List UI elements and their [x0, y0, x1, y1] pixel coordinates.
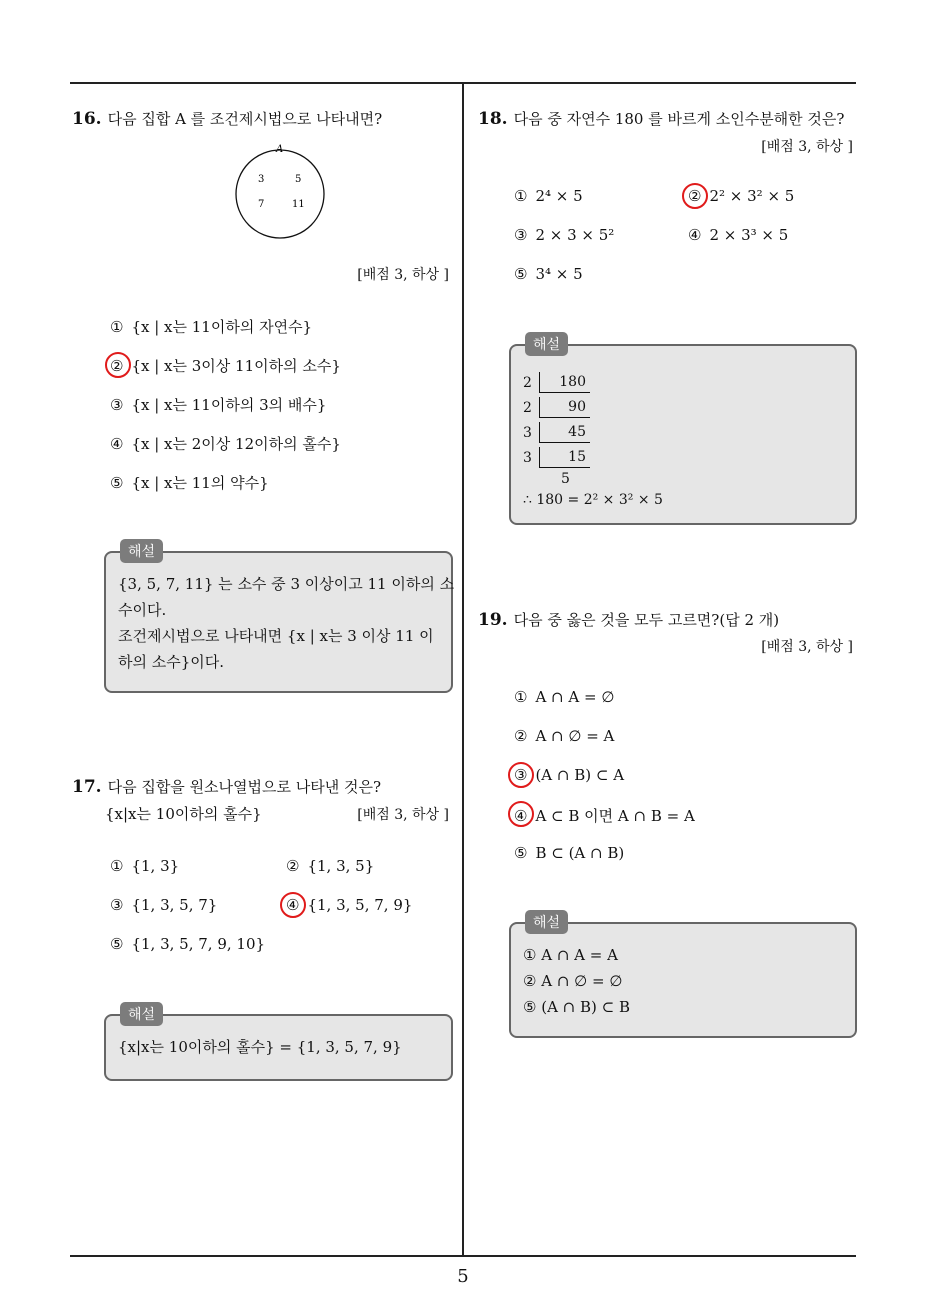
q16-option-2[interactable]: ② {x | x는 3이상 11이하의 소수} [110, 357, 341, 375]
question-number: 18. [478, 109, 508, 129]
answer-mark-circle [280, 892, 306, 918]
solution-line: ⑤ (A ∩ B) ⊂ B [523, 998, 631, 1016]
q18-option-4[interactable]: ④ 2 × 3³ × 5 [688, 226, 789, 244]
solution-line: 수이다. [118, 601, 167, 619]
q18-option-1[interactable]: ① 2⁴ × 5 [514, 187, 583, 205]
question-16-meta: [배점 3, 하상 ] [357, 267, 449, 283]
answer-mark-circle [682, 183, 708, 209]
question-text: 다음 집합 A 를 조건제시법으로 나타내면? [107, 110, 383, 128]
q19-option-3[interactable]: ③ (A ∩ B) ⊂ A [514, 766, 625, 784]
q18-solution-box [509, 337, 857, 525]
q19-solution-box [509, 915, 857, 1038]
q17-option-5[interactable]: ⑤ {1, 3, 5, 7, 9, 10} [110, 935, 266, 953]
q19-option-1[interactable]: ① A ∩ A = ∅ [514, 688, 615, 706]
q18-option-5[interactable]: ⑤ 3⁴ × 5 [514, 265, 583, 283]
page-number: 5 [457, 1266, 469, 1287]
venn-set-label: A [276, 144, 284, 155]
venn-element: 7 [258, 199, 265, 210]
solution-tag: 해설 [525, 332, 568, 356]
venn-element: 3 [258, 174, 265, 185]
question-17-title [72, 776, 381, 797]
question-text: 다음 중 자연수 180 를 바르게 소인수분해한 것은? [513, 110, 845, 128]
question-17-meta: [배점 3, 하상 ] [357, 807, 449, 823]
q17-option-4[interactable]: ④ {1, 3, 5, 7, 9} [286, 896, 413, 914]
question-number: 17. [72, 777, 102, 797]
question-text: 다음 중 옳은 것을 모두 고르면?(답 2 개) [513, 611, 780, 629]
answer-mark-circle [508, 762, 534, 788]
question-18-title [478, 108, 844, 129]
question-number: 16. [72, 109, 102, 129]
venn-set-circle [236, 150, 324, 238]
solution-line: ② A ∩ ∅ = ∅ [523, 972, 623, 990]
question-16-title [72, 108, 382, 129]
solution-conclusion: ∴ 180 = 2² × 3² × 5 [523, 492, 663, 508]
q16-option-4[interactable]: ④ {x | x는 2이상 12이하의 홀수} [110, 435, 341, 453]
solution-tag: 해설 [120, 539, 163, 563]
solution-tag: 해설 [120, 1002, 163, 1026]
division-remainder: 5 [561, 471, 570, 487]
q17-solution-box [104, 1007, 453, 1081]
venn-element: 5 [295, 174, 302, 185]
q17-option-2[interactable]: ② {1, 3, 5} [286, 857, 375, 875]
venn-element: 11 [292, 199, 305, 210]
question-17-subtitle: {x|x는 10이하의 홀수} [105, 805, 262, 823]
division-step: 2 180 [523, 368, 843, 393]
division-step: 3 15 [523, 443, 843, 468]
question-18-meta: [배점 3, 하상 ] [761, 139, 853, 155]
division-step: 2 90 [523, 393, 843, 418]
question-19-title [478, 609, 779, 630]
q19-option-2[interactable]: ② A ∩ ∅ = A [514, 727, 615, 745]
solution-line: ① A ∩ A = A [523, 946, 618, 964]
question-19-meta: [배점 3, 하상 ] [761, 639, 853, 655]
column-divider [462, 82, 464, 1257]
bottom-rule [70, 1255, 856, 1257]
q19-option-4[interactable]: ④ A ⊂ B 이면 A ∩ B = A [514, 807, 695, 825]
answer-mark-circle [508, 801, 534, 827]
solution-line: {x|x는 10이하의 홀수} = {1, 3, 5, 7, 9} [118, 1038, 402, 1056]
solution-tag: 해설 [525, 910, 568, 934]
venn-diagram [228, 140, 332, 244]
question-text: 다음 집합을 원소나열법으로 나타낸 것은? [107, 778, 382, 796]
q17-option-3[interactable]: ③ {1, 3, 5, 7} [110, 896, 218, 914]
q16-option-3[interactable]: ③ {x | x는 11이하의 3의 배수} [110, 396, 327, 414]
q17-option-1[interactable]: ① {1, 3} [110, 857, 180, 875]
solution-line: {3, 5, 7, 11} 는 소수 중 3 이상이고 11 이하의 소 [118, 575, 455, 593]
q16-option-5[interactable]: ⑤ {x | x는 11의 약수} [110, 474, 269, 492]
question-number: 19. [478, 610, 508, 630]
division-step: 3 45 [523, 418, 843, 443]
answer-mark-circle [105, 352, 131, 378]
q18-option-3[interactable]: ③ 2 × 3 × 5² [514, 226, 615, 244]
q19-option-5[interactable]: ⑤ B ⊂ (A ∩ B) [514, 844, 625, 862]
solution-line: 하의 소수}이다. [118, 653, 225, 671]
q16-solution-box [104, 544, 455, 693]
solution-line: 조건제시법으로 나타내면 {x | x는 3 이상 11 이 [118, 627, 434, 645]
q16-option-1[interactable]: ① {x | x는 11이하의 자연수} [110, 318, 313, 336]
q18-option-2[interactable]: ② 2² × 3² × 5 [688, 187, 795, 205]
